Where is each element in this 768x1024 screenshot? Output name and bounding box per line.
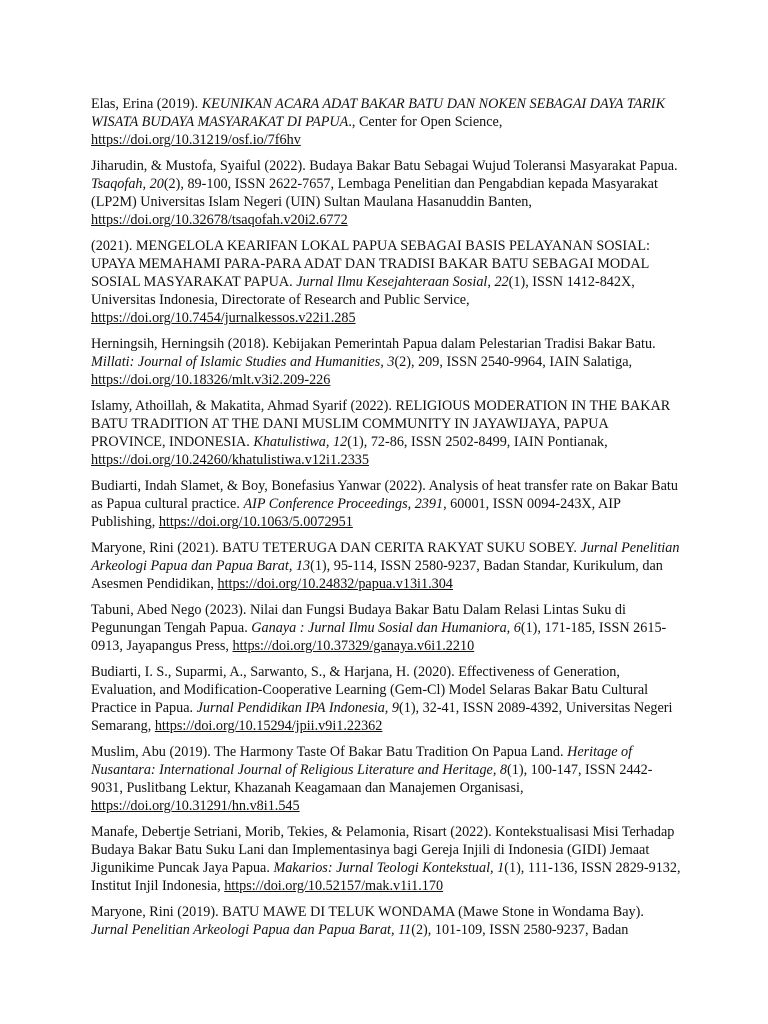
reference-details: (1), 95-114, ISSN 2580-9237, Badan Standar, Kurikulum, dan Asesmen Pendidikan, bbox=[91, 558, 663, 592]
reference-source-title: Millati: Journal of Islamic Studies and Humanities, 3 bbox=[91, 354, 395, 370]
reference-authors: Maryone, Rini (2021). BATU TETERUGA DAN CERITA RAKYAT SUKU SOBEY. bbox=[91, 540, 581, 556]
reference-entry bbox=[91, 477, 681, 531]
reference-source-title: Makarios: Jurnal Teologi Kontekstual, 1 bbox=[273, 860, 505, 876]
reference-entry bbox=[91, 397, 681, 469]
reference-authors: Herningsih, Herningsih (2018). Kebijakan Pemerintah Papua dalam Pelestarian Tradisi Bakar Batu. bbox=[91, 336, 656, 352]
reference-authors: (2021). MENGELOLA KEARIFAN LOKAL PAPUA SEBAGAI BASIS PELAYANAN SOSIAL: UPAYA MEMAHAMI PARA-PARA ADAT DAN TRADISI BAKAR BATU SEBAGAI MODAL SOSIAL MASYARAKAT PAPUA. bbox=[91, 238, 650, 290]
reference-details: (1), 171-185, ISSN 2615-0913, Jayapangus Press, bbox=[91, 620, 667, 654]
reference-source-title: Khatulistiwa, 12 bbox=[253, 434, 348, 450]
doi-link[interactable]: https://doi.org/10.24832/papua.v13i1.304 bbox=[217, 576, 453, 592]
reference-details: (1), 72-86, ISSN 2502-8499, IAIN Pontianak, bbox=[347, 434, 608, 450]
reference-source-title: Ganaya : Jurnal Ilmu Sosial dan Humaniora, 6 bbox=[251, 620, 521, 636]
reference-details: (2), 89-100, ISSN 2622-7657, Lembaga Penelitian dan Pengabdian kepada Masyarakat (LP2M) Universitas Islam Negeri (UIN) Sultan Maulana Hasanuddin Banten, bbox=[91, 176, 658, 210]
reference-source-title: Jurnal Ilmu Kesejahteraan Sosial, 22 bbox=[296, 274, 509, 290]
reference-source-title: Jurnal Penelitian Arkeologi Papua dan Papua Barat, 11 bbox=[91, 922, 412, 938]
reference-source-title: AIP Conference Proceedings, 2391 bbox=[243, 496, 444, 512]
reference-entry bbox=[91, 601, 681, 655]
doi-link[interactable]: https://doi.org/10.1063/5.0072951 bbox=[158, 514, 353, 530]
reference-list bbox=[91, 95, 681, 947]
doi-link[interactable]: https://doi.org/10.24260/khatulistiwa.v12i1.2335 bbox=[91, 452, 369, 468]
reference-authors: Maryone, Rini (2019). BATU MAWE DI TELUK WONDAMA (Mawe Stone in Wondama Bay). bbox=[91, 904, 644, 920]
reference-entry bbox=[91, 823, 681, 895]
doi-link[interactable]: https://doi.org/10.37329/ganaya.v6i1.2210 bbox=[232, 638, 475, 654]
reference-details: , 60001, ISSN 0094-243X, AIP Publishing, bbox=[91, 496, 621, 530]
reference-details: (2), 209, ISSN 2540-9964, IAIN Salatiga, bbox=[394, 354, 633, 370]
reference-authors: Budiarti, I. S., Suparmi, A., Sarwanto, S., & Harjana, H. (2020). Effectiveness of Generation, Evaluation, and Modification-Cooperative Learning (Gem-Cl) Model Selaras Bakar Batu Cultural Practice in Papua. bbox=[91, 664, 649, 716]
reference-source-title: Jurnal Penelitian Arkeologi Papua dan Papua Barat, 13 bbox=[91, 540, 680, 574]
reference-source-title: Heritage of Nusantara: International Journal of Religious Literature and Heritage, 8 bbox=[91, 744, 633, 778]
reference-authors: Muslim, Abu (2019). The Harmony Taste Of Bakar Batu Tradition On Papua Land. bbox=[91, 744, 568, 760]
reference-details: (1), 111-136, ISSN 2829-9132, Institut Injil Indonesia, bbox=[91, 860, 681, 894]
reference-entry bbox=[91, 237, 681, 327]
reference-details: (2), 101-109, ISSN 2580-9237, Badan bbox=[411, 922, 629, 938]
doi-link[interactable]: https://doi.org/10.32678/tsaqofah.v20i2.6772 bbox=[91, 212, 348, 228]
reference-entry bbox=[91, 335, 681, 389]
reference-entry bbox=[91, 903, 681, 939]
reference-details: (1), ISSN 1412-842X, Universitas Indonesia, Directorate of Research and Public Service, bbox=[91, 274, 635, 308]
reference-authors: Budiarti, Indah Slamet, & Boy, Bonefasius Yanwar (2022). Analysis of heat transfer rate on Bakar Batu as Papua cultural practice. bbox=[91, 478, 678, 512]
reference-details: ., Center for Open Science, bbox=[348, 114, 503, 130]
reference-source-title: Tsaqofah, 20 bbox=[91, 176, 164, 192]
reference-authors: Elas, Erina (2019). bbox=[91, 96, 202, 112]
reference-details: (1), 32-41, ISSN 2089-4392, Universitas Negeri Semarang, bbox=[91, 700, 673, 734]
reference-source-title: KEUNIKAN ACARA ADAT BAKAR BATU DAN NOKEN SEBAGAI DAYA TARIK WISATA BUDAYA MASYARAKAT DI PAPUA bbox=[91, 96, 666, 130]
reference-authors: Manafe, Debertje Setriani, Morib, Tekies, & Pelamonia, Risart (2022). Kontekstualisasi Misi Terhadap Budaya Bakar Batu Suku Lani dan Implementasinya bagi Gereja Injili di Indonesia (GIDI) Jemaat Jigunikime Puncak Jaya Papua. bbox=[91, 824, 675, 876]
doi-link[interactable]: https://doi.org/10.7454/jurnalkessos.v22i1.285 bbox=[91, 310, 356, 326]
doi-link[interactable]: https://doi.org/10.31291/hn.v8i1.545 bbox=[91, 798, 300, 814]
reference-entry bbox=[91, 157, 681, 229]
reference-entry bbox=[91, 95, 681, 149]
doi-link[interactable]: https://doi.org/10.31219/osf.io/7f6hv bbox=[91, 132, 301, 148]
reference-authors: Jiharudin, & Mustofa, Syaiful (2022). Budaya Bakar Batu Sebagai Wujud Toleransi Masyarakat Papua. bbox=[91, 158, 678, 174]
reference-authors: Islamy, Athoillah, & Makatita, Ahmad Syarif (2022). RELIGIOUS MODERATION IN THE BAKAR BATU TRADITION AT THE DANI MUSLIM COMMUNITY IN JAYAWIJAYA, PAPUA PROVINCE, INDONESIA. bbox=[91, 398, 671, 450]
reference-entry bbox=[91, 539, 681, 593]
doi-link[interactable]: https://doi.org/10.52157/mak.v1i1.170 bbox=[224, 878, 444, 894]
doi-link[interactable]: https://doi.org/10.18326/mlt.v3i2.209-226 bbox=[91, 372, 331, 388]
doi-link[interactable]: https://doi.org/10.15294/jpii.v9i1.22362 bbox=[154, 718, 383, 734]
reference-entry bbox=[91, 743, 681, 815]
reference-source-title: Jurnal Pendidikan IPA Indonesia, 9 bbox=[196, 700, 399, 716]
reference-authors: Tabuni, Abed Nego (2023). Nilai dan Fungsi Budaya Bakar Batu Dalam Relasi Lintas Suku di Pegunungan Tengah Papua. bbox=[91, 602, 626, 636]
reference-entry bbox=[91, 663, 681, 735]
reference-details: (1), 100-147, ISSN 2442-9031, Puslitbang Lektur, Khazanah Keagamaan dan Manajemen Organisasi, bbox=[91, 762, 653, 796]
